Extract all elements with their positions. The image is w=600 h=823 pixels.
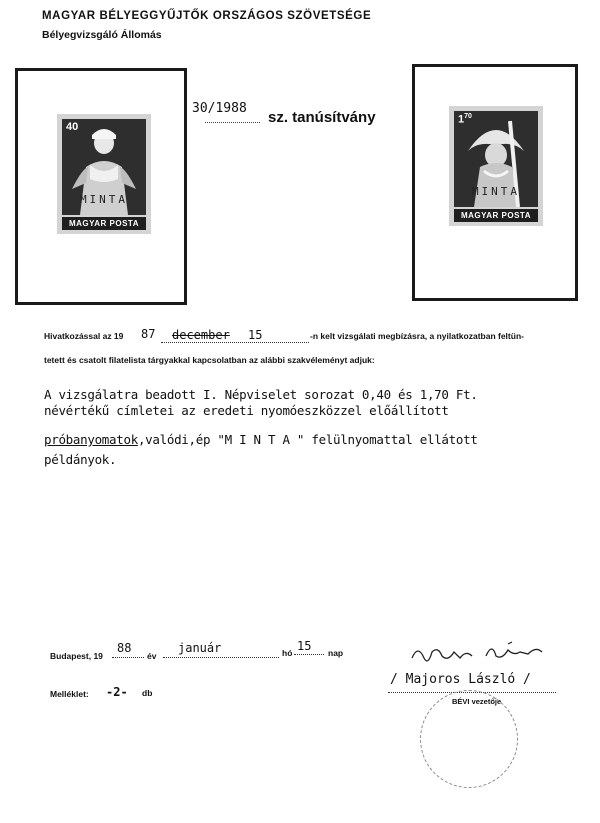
opinion-line-2: névértékű címletei az eredeti nyomóeszközzel előállított	[44, 403, 449, 418]
stamp-right-denomination: $1^{70}$	[458, 113, 472, 126]
attachment-label: Melléklet:	[50, 689, 89, 699]
stamp-left-denomination: 40	[66, 121, 79, 133]
reference-day: 15	[248, 328, 263, 342]
stamp-left	[57, 114, 151, 234]
signatory-title: BÉVI vezetője	[452, 697, 502, 706]
signatory-name: / Majoros László /	[390, 672, 531, 687]
date-year-label: év	[147, 651, 157, 661]
stamp-right-country: MAGYAR POSTA	[454, 209, 538, 222]
department-name: Bélyegvizsgáló Állomás	[42, 29, 162, 41]
date-year-line	[112, 657, 144, 658]
reference-suffix: -n kelt vizsgálati megbízásra, a nyilatkozatban feltün-	[310, 331, 524, 341]
date-year: 88	[117, 641, 132, 655]
reference-prefix: Hivatkozással az 19	[44, 331, 124, 341]
opinion-line-1: A vizsgálatra beadott I. Népviselet sorozat 0,40 és 1,70 Ft.	[44, 387, 478, 402]
attachment-unit: db	[142, 688, 153, 698]
reference-line-2: tetett és csatolt filatelista tárgyakkal kapcsolatban az alábbi szakvéleményt adjuk:	[44, 355, 375, 365]
opinion-line-3: próbanyomatok,valódi,ép "M I N T A " felülnyomattal ellátott	[44, 432, 478, 447]
date-month: január	[178, 641, 222, 655]
attachment-count: -2-	[106, 685, 128, 699]
stamp-left-country: MAGYAR POSTA	[62, 217, 146, 230]
certificate-label: sz. tanúsítvány	[268, 109, 376, 126]
date-day: 15	[297, 639, 312, 653]
organization-name: MAGYAR BÉLYEGGYŰJTŐK ORSZÁGOS SZÖVETSÉGE	[42, 10, 372, 22]
reference-month: december	[172, 328, 230, 342]
certificate-number-line	[205, 122, 260, 123]
certificate-number: 30/1988	[192, 101, 247, 116]
opinion-line-4: példányok.	[44, 452, 117, 467]
stamp-right-overprint: MINTA	[471, 185, 521, 198]
date-month-line	[163, 657, 279, 658]
official-seal-icon	[420, 690, 518, 788]
date-day-line	[294, 654, 324, 655]
reference-year: 87	[141, 327, 156, 341]
stamp-left-overprint: MINTA	[79, 193, 129, 206]
date-place: Budapest, 19	[50, 651, 103, 661]
handwritten-signature-icon	[408, 640, 548, 668]
opinion-proof-word: próbanyomatok	[44, 432, 138, 447]
date-day-label: hó	[282, 648, 293, 658]
date-day-suffix: nap	[328, 648, 344, 658]
stamp-right	[449, 106, 543, 226]
reference-date-line	[161, 342, 309, 343]
